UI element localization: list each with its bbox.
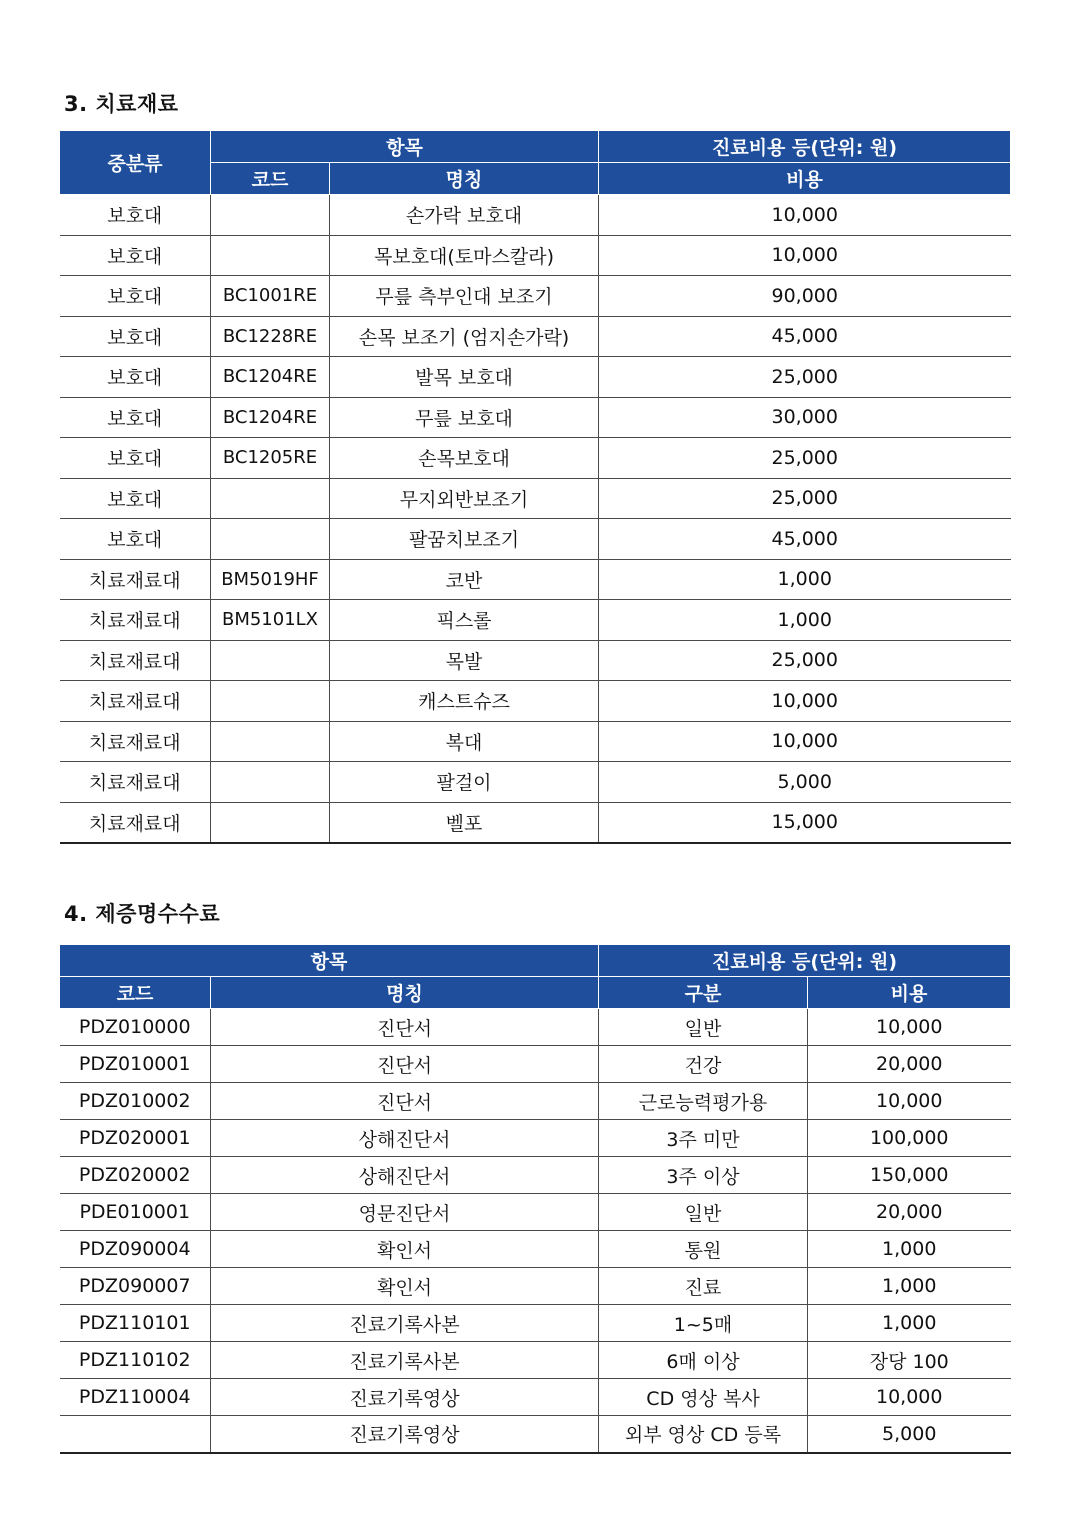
cell-code: BC1228RE [211, 316, 330, 357]
cell-name: 픽스롤 [330, 600, 599, 641]
header-cost-group: 진료비용 등(단위: 원) [599, 945, 1011, 977]
cell-code [60, 1416, 211, 1453]
cell-name: 확인서 [211, 1268, 599, 1305]
cell-code: BM5101LX [211, 600, 330, 641]
table-row [60, 1231, 1011, 1268]
cell-type: 통원 [599, 1231, 808, 1268]
header-cost: 비용 [808, 977, 1011, 1009]
section-title-treatment-materials: 3. 치료재료 [64, 92, 179, 116]
cell-code: PDZ090004 [60, 1231, 211, 1268]
table-row [60, 721, 1011, 762]
cell-code: PDZ090007 [60, 1268, 211, 1305]
cell-name: 상해진단서 [211, 1120, 599, 1157]
cell-category: 보호대 [60, 397, 211, 438]
cell-code [211, 802, 330, 843]
cell-name: 손목 보조기 (엄지손가락) [330, 316, 599, 357]
table-row [60, 600, 1011, 641]
cell-name: 진료기록영상 [211, 1379, 599, 1416]
cell-cost: 5,000 [599, 762, 1011, 803]
cell-name: 진료기록사본 [211, 1342, 599, 1379]
cell-name: 진단서 [211, 1046, 599, 1083]
cell-code: PDZ110004 [60, 1379, 211, 1416]
cell-name: 진료기록사본 [211, 1305, 599, 1342]
cell-code: BM5019HF [211, 559, 330, 600]
table-row [60, 1046, 1011, 1083]
cell-code: PDZ110102 [60, 1342, 211, 1379]
cell-cost: 1,000 [808, 1268, 1011, 1305]
cell-cost: 150,000 [808, 1157, 1011, 1194]
table-row [60, 1194, 1011, 1231]
table-row [60, 235, 1011, 276]
cell-type: 1~5매 [599, 1305, 808, 1342]
cell-cost: 10,000 [599, 721, 1011, 762]
cell-name: 팔걸이 [330, 762, 599, 803]
cell-name: 목보호대(토마스칼라) [330, 235, 599, 276]
header-type: 구분 [599, 977, 808, 1009]
cell-name: 발목 보호대 [330, 357, 599, 398]
header-name: 명칭 [211, 977, 599, 1009]
table-row [60, 681, 1011, 722]
cell-code [211, 721, 330, 762]
cell-category: 치료재료대 [60, 640, 211, 681]
cell-name: 팔꿈치보조기 [330, 519, 599, 560]
table-row [60, 1268, 1011, 1305]
cell-name: 코반 [330, 559, 599, 600]
cell-code: BC1001RE [211, 276, 330, 317]
cell-type: 진료 [599, 1268, 808, 1305]
cell-category: 보호대 [60, 438, 211, 479]
cell-code: PDE010001 [60, 1194, 211, 1231]
cell-name: 상해진단서 [211, 1157, 599, 1194]
cell-cost: 1,000 [599, 600, 1011, 641]
cell-category: 치료재료대 [60, 681, 211, 722]
cell-category: 보호대 [60, 235, 211, 276]
cell-name: 무릎 측부인대 보조기 [330, 276, 599, 317]
cell-name: 손목보호대 [330, 438, 599, 479]
header-name: 명칭 [330, 163, 599, 195]
cell-cost: 30,000 [599, 397, 1011, 438]
cell-cost: 10,000 [599, 195, 1011, 236]
cell-category: 보호대 [60, 478, 211, 519]
cell-code: PDZ020002 [60, 1157, 211, 1194]
header-item: 항목 [60, 945, 599, 977]
cell-code: PDZ010002 [60, 1083, 211, 1120]
cell-cost: 100,000 [808, 1120, 1011, 1157]
cell-name: 벨포 [330, 802, 599, 843]
cell-name: 무지외반보조기 [330, 478, 599, 519]
cell-cost: 10,000 [599, 235, 1011, 276]
cell-category: 보호대 [60, 195, 211, 236]
cell-cost: 25,000 [599, 357, 1011, 398]
cell-code [211, 519, 330, 560]
cell-code [211, 195, 330, 236]
cell-cost: 90,000 [599, 276, 1011, 317]
cell-cost: 15,000 [599, 802, 1011, 843]
cell-cost: 10,000 [808, 1379, 1011, 1416]
header-category: 중분류 [60, 131, 211, 195]
header-code: 코드 [211, 163, 330, 195]
cell-type: 6매 이상 [599, 1342, 808, 1379]
cell-cost: 25,000 [599, 640, 1011, 681]
cell-name: 캐스트슈즈 [330, 681, 599, 722]
cell-cost: 5,000 [808, 1416, 1011, 1453]
cell-name: 목발 [330, 640, 599, 681]
treatment-materials-table [59, 130, 1011, 844]
cell-code [211, 681, 330, 722]
cell-category: 치료재료대 [60, 721, 211, 762]
cell-name: 무릎 보호대 [330, 397, 599, 438]
cell-code: PDZ010001 [60, 1046, 211, 1083]
cell-type: 3주 이상 [599, 1157, 808, 1194]
cell-name: 진료기록영상 [211, 1416, 599, 1453]
cell-name: 손가락 보호대 [330, 195, 599, 236]
cell-code: PDZ110101 [60, 1305, 211, 1342]
cell-name: 진단서 [211, 1083, 599, 1120]
section-title-certificate-fees: 4. 제증명수수료 [64, 902, 221, 926]
table-row [60, 802, 1011, 843]
header-item: 항목 [211, 131, 599, 163]
table-row [60, 478, 1011, 519]
table-row [60, 559, 1011, 600]
cell-cost: 1,000 [599, 559, 1011, 600]
table-row [60, 316, 1011, 357]
table-row [60, 1305, 1011, 1342]
table-row [60, 519, 1011, 560]
cell-cost: 10,000 [808, 1083, 1011, 1120]
table-row [60, 1009, 1011, 1046]
cell-cost: 장당 100 [808, 1342, 1011, 1379]
table-row [60, 762, 1011, 803]
certificate-fees-table [59, 944, 1011, 1454]
table-row [60, 1120, 1011, 1157]
cell-type: 근로능력평가용 [599, 1083, 808, 1120]
header-code: 코드 [60, 977, 211, 1009]
cell-type: CD 영상 복사 [599, 1379, 808, 1416]
cell-code: BC1205RE [211, 438, 330, 479]
table-row [60, 357, 1011, 398]
cell-name: 진단서 [211, 1009, 599, 1046]
cell-type: 3주 미만 [599, 1120, 808, 1157]
table-row [60, 640, 1011, 681]
table-row [60, 1379, 1011, 1416]
cell-code: PDZ020001 [60, 1120, 211, 1157]
cell-cost: 1,000 [808, 1305, 1011, 1342]
cell-name: 복대 [330, 721, 599, 762]
cell-category: 보호대 [60, 276, 211, 317]
treatment-materials-table-body [60, 195, 1011, 843]
table-row [60, 276, 1011, 317]
cell-code: BC1204RE [211, 397, 330, 438]
table-row [60, 1083, 1011, 1120]
cell-category: 치료재료대 [60, 802, 211, 843]
cell-category: 치료재료대 [60, 762, 211, 803]
table-row [60, 1157, 1011, 1194]
cell-code [211, 640, 330, 681]
cell-name: 확인서 [211, 1231, 599, 1268]
cell-code [211, 478, 330, 519]
cell-code [211, 762, 330, 803]
cell-cost: 1,000 [808, 1231, 1011, 1268]
cell-cost: 25,000 [599, 478, 1011, 519]
cell-type: 외부 영상 CD 등록 [599, 1416, 808, 1453]
cell-cost: 10,000 [808, 1009, 1011, 1046]
cell-cost: 45,000 [599, 316, 1011, 357]
table-row [60, 195, 1011, 236]
header-cost: 비용 [599, 163, 1011, 195]
cell-cost: 20,000 [808, 1046, 1011, 1083]
cell-category: 치료재료대 [60, 559, 211, 600]
cell-code: BC1204RE [211, 357, 330, 398]
cell-cost: 10,000 [599, 681, 1011, 722]
cell-code [211, 235, 330, 276]
cell-category: 보호대 [60, 519, 211, 560]
table-row [60, 397, 1011, 438]
cell-type: 건강 [599, 1046, 808, 1083]
cell-category: 보호대 [60, 357, 211, 398]
certificate-fees-table-body [60, 1009, 1011, 1453]
cell-cost: 45,000 [599, 519, 1011, 560]
table-row [60, 1342, 1011, 1379]
cell-category: 치료재료대 [60, 600, 211, 641]
cell-category: 보호대 [60, 316, 211, 357]
header-cost-group: 진료비용 등(단위: 원) [599, 131, 1011, 163]
cell-type: 일반 [599, 1009, 808, 1046]
cell-type: 일반 [599, 1194, 808, 1231]
cell-cost: 20,000 [808, 1194, 1011, 1231]
cell-name: 영문진단서 [211, 1194, 599, 1231]
cell-code: PDZ010000 [60, 1009, 211, 1046]
cell-cost: 25,000 [599, 438, 1011, 479]
table-row [60, 438, 1011, 479]
table-row [60, 1416, 1011, 1453]
